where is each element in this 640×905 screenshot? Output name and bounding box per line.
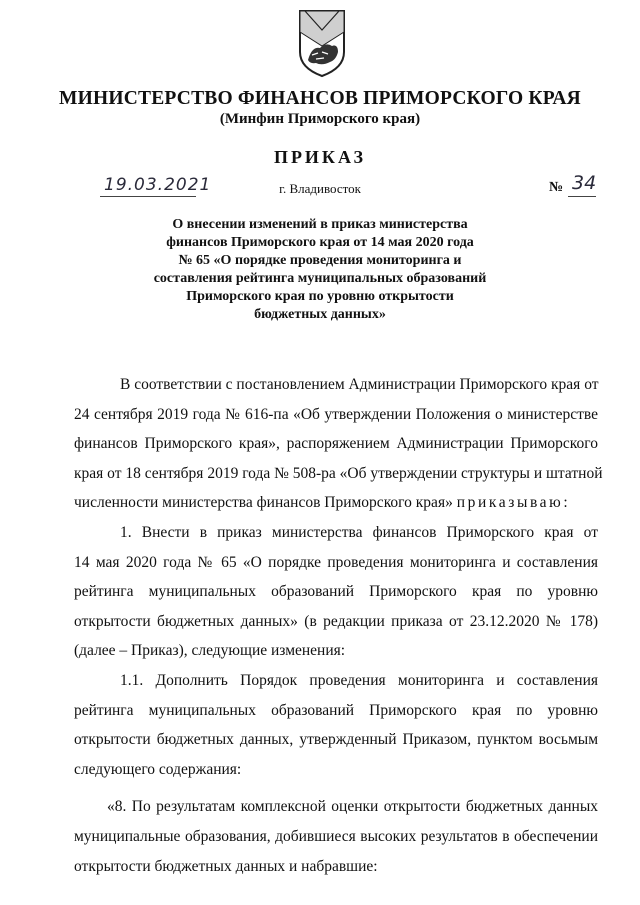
ministry-short-name: (Минфин Приморского края) [219,111,421,127]
body-line: края от 18 сентября 2019 года № 508-ра «Об утверждении структуры и штатной [74,464,603,482]
body-line: 24 сентября 2019 года № 616-па «Об утверждении Положения о министерстве [74,405,598,423]
body-line: «8. По результатам комплексной оценки открытости бюджетных данных [107,798,598,816]
body-line: 14 мая 2020 года № 65 «О порядке проведения мониторинга и составления [74,553,598,571]
body-line: (далее – Приказ), следующие изменения: [74,642,346,660]
paragraph-gap [74,784,598,792]
body-line: рейтинга муниципальных образований Приморского края по уровню [74,583,598,601]
body-line: рейтинга муниципальных образований Приморского края по уровню [74,701,598,719]
document-type: ПРИКАЗ [273,147,367,167]
subject-line: составления рейтинга муниципальных образований [153,271,487,286]
number-sign: № [549,180,564,195]
body-text: численности министерства финансов Приморского края» [74,494,453,512]
subject-line: Приморского края по уровню открытости [186,289,454,304]
document-city: г. Владивосток [279,181,361,196]
body-line [74,488,598,518]
body-line: финансов Приморского края», распоряжением Администрации Приморского [74,435,598,453]
document-date: 19.03.2021 [104,175,212,195]
order-word: приказываю: [456,494,571,512]
body-line: 1.1. Дополнить Порядок проведения мониторинга и составления [120,671,598,689]
number-underline [568,196,596,197]
document-body [74,370,603,881]
body-line: открытости бюджетных данных» (в редакции приказа от 23.12.2020 № 178) [74,612,598,630]
document-subject [120,216,520,324]
subject-line: О внесении изменений в приказ министерства [172,217,468,232]
body-line: муниципальные образования, добившиеся высоких результатов в обеспечении [74,827,598,845]
body-line: открытости бюджетных данных и набравшие: [74,857,378,875]
subject-line: бюджетных данных» [254,307,386,322]
subject-line: финансов Приморского края от 14 мая 2020 года [166,235,474,250]
subject-line: № 65 «О порядке проведения мониторинга и [178,253,462,268]
coat-of-arms-icon [296,8,348,78]
ministry-title: МИНИСТЕРСТВО ФИНАНСОВ ПРИМОРСКОГО КРАЯ [59,88,581,109]
body-line: открытости бюджетных данных, утвержденный Приказом, пунктом восьмым [74,731,598,749]
body-line: 1. Внести в приказ министерства финансов Приморского края от [120,523,598,541]
body-line: В соответствии с постановлением Администрации Приморского края от [120,376,599,393]
body-line: следующего содержания: [74,760,242,778]
document-number: 34 [572,172,597,194]
